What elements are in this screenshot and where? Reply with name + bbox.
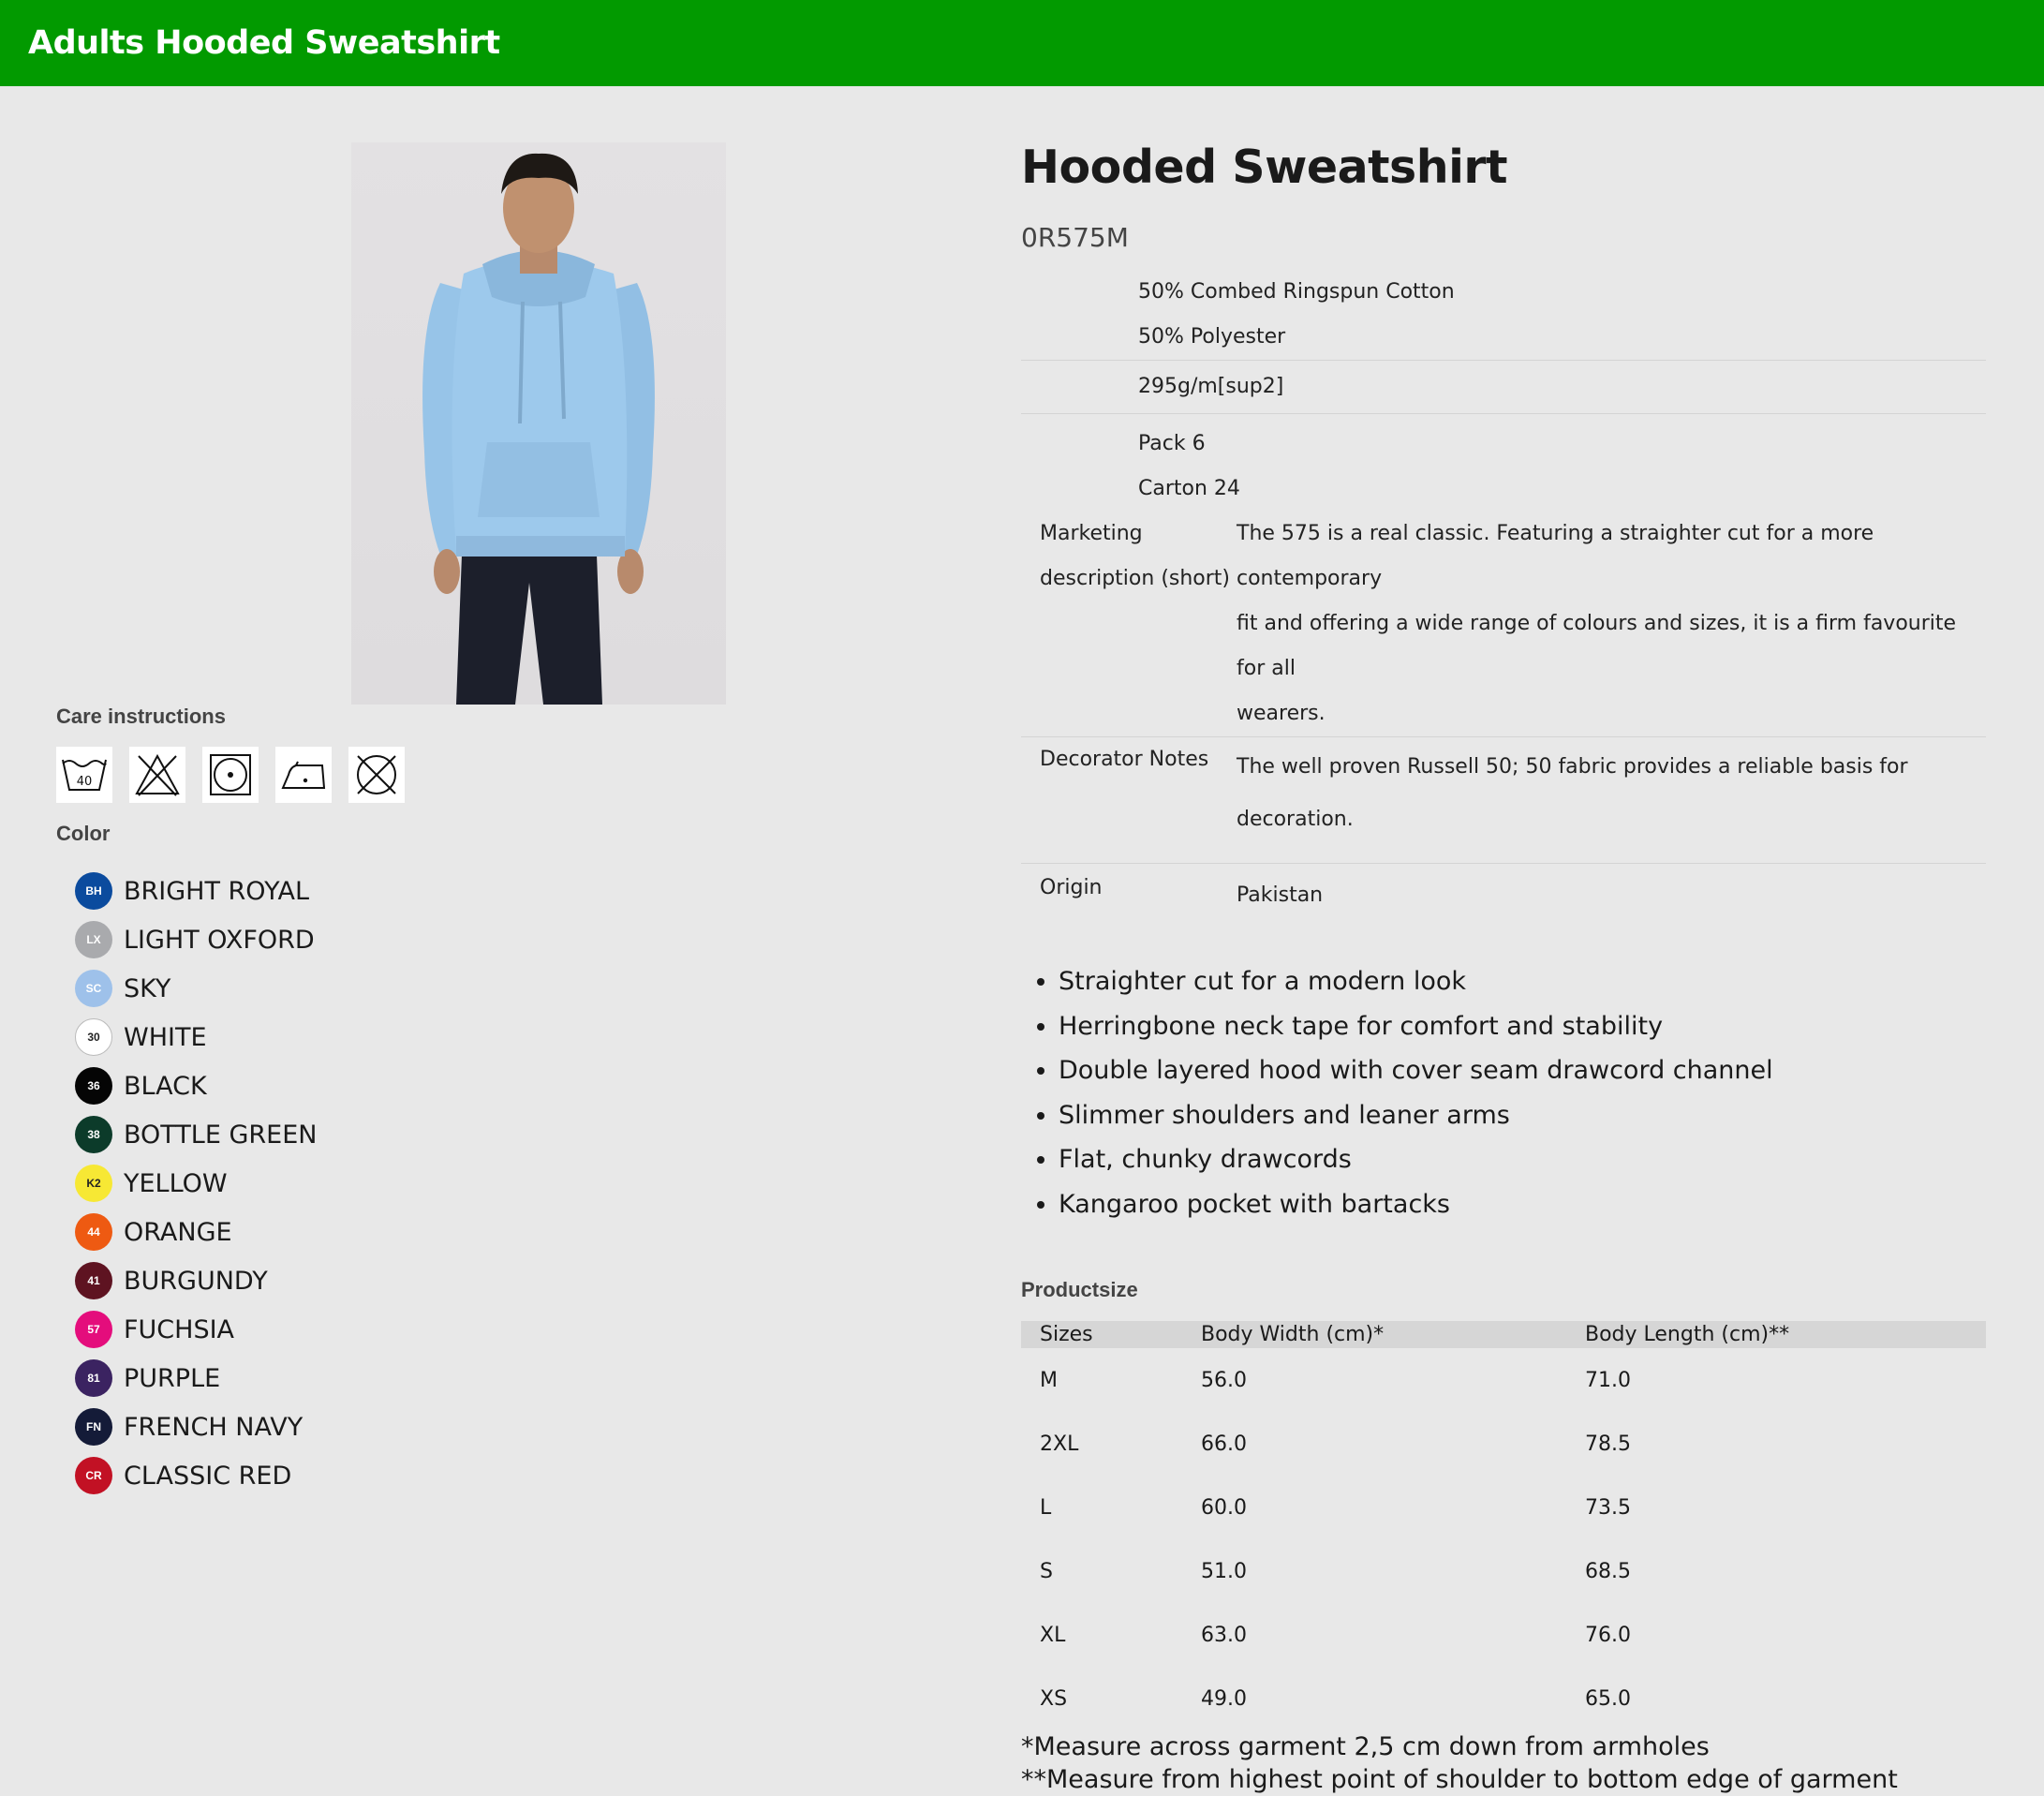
color-item[interactable] <box>75 1061 318 1110</box>
page-title: Adults Hooded Sweatshirt <box>28 24 500 62</box>
color-swatch: LX <box>75 921 112 958</box>
size-table-header <box>1021 1321 1986 1348</box>
color-name: PURPLE <box>124 1363 221 1393</box>
color-name: BOTTLE GREEN <box>124 1120 318 1150</box>
size-cell: XL <box>1040 1623 1066 1647</box>
packaging-row <box>1021 414 1986 512</box>
weight-row <box>1021 361 1986 414</box>
top-bar <box>0 0 2044 86</box>
feature-item: • Double layered hood with cover seam drawcord channel <box>1059 1048 1986 1093</box>
composition-line: 50% Combed Ringspun Cotton <box>1138 280 1455 304</box>
care-icons <box>56 747 405 803</box>
color-name: LIGHT OXFORD <box>124 925 315 955</box>
color-name: SKY <box>124 973 171 1003</box>
color-swatch: 57 <box>75 1311 112 1348</box>
width-header: Body Width (cm)* <box>1201 1321 1585 1348</box>
color-swatch: 81 <box>75 1359 112 1397</box>
feature-item: • Kangaroo pocket with bartacks <box>1059 1182 1986 1227</box>
size-cell: XS <box>1040 1686 1068 1711</box>
color-name: BLACK <box>124 1071 207 1101</box>
model-photo <box>351 142 726 705</box>
table-row <box>1021 1412 1986 1476</box>
length-cell: 78.5 <box>1585 1432 1631 1456</box>
marketing-label-line: description (short) <box>1040 567 1231 590</box>
table-row <box>1021 1539 1986 1603</box>
color-swatch: BH <box>75 872 112 910</box>
tumble-dry-icon <box>202 747 259 803</box>
color-name: ORANGE <box>124 1217 232 1247</box>
measurement-notes <box>1021 1730 1986 1796</box>
length-cell: 68.5 <box>1585 1559 1631 1583</box>
color-item[interactable] <box>75 1305 318 1354</box>
color-item[interactable] <box>75 1451 318 1500</box>
feature-list <box>1021 959 1986 1226</box>
size-cell: S <box>1040 1559 1053 1583</box>
color-name: CLASSIC RED <box>124 1461 292 1491</box>
size-cell: L <box>1040 1495 1052 1520</box>
width-cell: 49.0 <box>1201 1686 1247 1711</box>
color-swatch: CR <box>75 1457 112 1494</box>
color-item[interactable] <box>75 1354 318 1403</box>
color-list <box>75 867 318 1500</box>
feature-item: • Herringbone neck tape for comfort and stability <box>1059 1004 1986 1049</box>
color-swatch: SC <box>75 970 112 1007</box>
composition-row <box>1021 270 1986 361</box>
width-cell: 66.0 <box>1201 1432 1247 1456</box>
color-item[interactable] <box>75 1403 318 1451</box>
table-row <box>1021 1667 1986 1730</box>
color-swatch: FN <box>75 1408 112 1446</box>
decorator-label: Decorator Notes <box>1040 748 1209 771</box>
color-item[interactable] <box>75 1013 318 1061</box>
marketing-line: wearers. <box>1237 702 1326 725</box>
width-note: *Measure across garment 2,5 cm down from armholes <box>1021 1732 1710 1761</box>
color-swatch: 36 <box>75 1067 112 1105</box>
marketing-line: fit and offering a wide range of colours and sizes, it is a firm favourite for all <box>1237 612 1957 680</box>
color-item[interactable] <box>75 1208 318 1256</box>
color-item[interactable] <box>75 1159 318 1208</box>
packaging-line: Carton 24 <box>1138 477 1240 500</box>
length-note: **Measure from highest point of shoulder to bottom edge of garment <box>1021 1765 1898 1794</box>
color-item[interactable] <box>75 1110 318 1159</box>
length-cell: 76.0 <box>1585 1623 1631 1647</box>
no-bleach-icon <box>129 747 185 803</box>
size-cell: 2XL <box>1040 1432 1079 1456</box>
productsize-title: Productsize <box>1021 1278 1138 1301</box>
origin-row <box>1021 864 1986 922</box>
width-cell: 56.0 <box>1201 1368 1247 1392</box>
marketing-line: The 575 is a real classic. Featuring a straighter cut for a more contemporary <box>1237 522 1874 590</box>
width-cell: 63.0 <box>1201 1623 1247 1647</box>
color-item[interactable] <box>75 1256 318 1305</box>
length-cell: 65.0 <box>1585 1686 1631 1711</box>
color-title: Color <box>56 822 111 845</box>
color-swatch: K2 <box>75 1165 112 1202</box>
table-row <box>1021 1348 1986 1412</box>
product-details <box>1021 141 1986 1796</box>
color-name: WHITE <box>124 1022 207 1052</box>
composition-line: 50% Polyester <box>1138 325 1286 349</box>
feature-item: • Straighter cut for a modern look <box>1059 959 1986 1004</box>
decorator-value: The well proven Russell 50; 50 fabric provides a reliable basis for decoration. <box>1237 755 1908 831</box>
marketing-row <box>1021 512 1986 737</box>
color-name: YELLOW <box>124 1168 228 1198</box>
length-cell: 71.0 <box>1585 1368 1631 1392</box>
color-swatch: 44 <box>75 1213 112 1251</box>
svg-text:40: 40 <box>76 775 93 789</box>
color-item[interactable] <box>75 964 318 1013</box>
color-item[interactable] <box>75 915 318 964</box>
size-table <box>1021 1321 1986 1730</box>
feature-item: • Flat, chunky drawcords <box>1059 1137 1986 1182</box>
color-item[interactable] <box>75 867 318 915</box>
width-cell: 51.0 <box>1201 1559 1247 1583</box>
spec-table <box>1021 270 1986 922</box>
color-swatch: 41 <box>75 1262 112 1299</box>
size-header: Sizes <box>1021 1321 1201 1348</box>
product-title: Hooded Sweatshirt <box>1021 141 1507 194</box>
color-swatch: 38 <box>75 1116 112 1153</box>
length-header: Body Length (cm)** <box>1585 1321 1986 1348</box>
color-name: FUCHSIA <box>124 1314 235 1344</box>
weight-value: 295g/m[sup2] <box>1138 375 1284 398</box>
product-image <box>351 142 726 705</box>
decorator-row <box>1021 737 1986 864</box>
no-dry-clean-icon <box>348 747 405 803</box>
width-cell: 60.0 <box>1201 1495 1247 1520</box>
wash-40-icon <box>56 747 112 803</box>
marketing-label-line: Marketing <box>1040 522 1143 545</box>
origin-label: Origin <box>1040 876 1103 899</box>
feature-item: • Slimmer shoulders and leaner arms <box>1059 1093 1986 1138</box>
origin-value: Pakistan <box>1237 883 1324 907</box>
table-row <box>1021 1476 1986 1539</box>
size-cell: M <box>1040 1368 1058 1392</box>
table-row <box>1021 1603 1986 1667</box>
color-name: BURGUNDY <box>124 1266 268 1296</box>
product-code: 0R575M <box>1021 222 1129 253</box>
iron-low-icon <box>275 747 332 803</box>
length-cell: 73.5 <box>1585 1495 1631 1520</box>
care-instructions-title: Care instructions <box>56 705 226 728</box>
color-swatch: 30 <box>75 1018 112 1056</box>
color-name: FRENCH NAVY <box>124 1412 304 1442</box>
packaging-line: Pack 6 <box>1138 432 1206 455</box>
color-name: BRIGHT ROYAL <box>124 876 309 906</box>
